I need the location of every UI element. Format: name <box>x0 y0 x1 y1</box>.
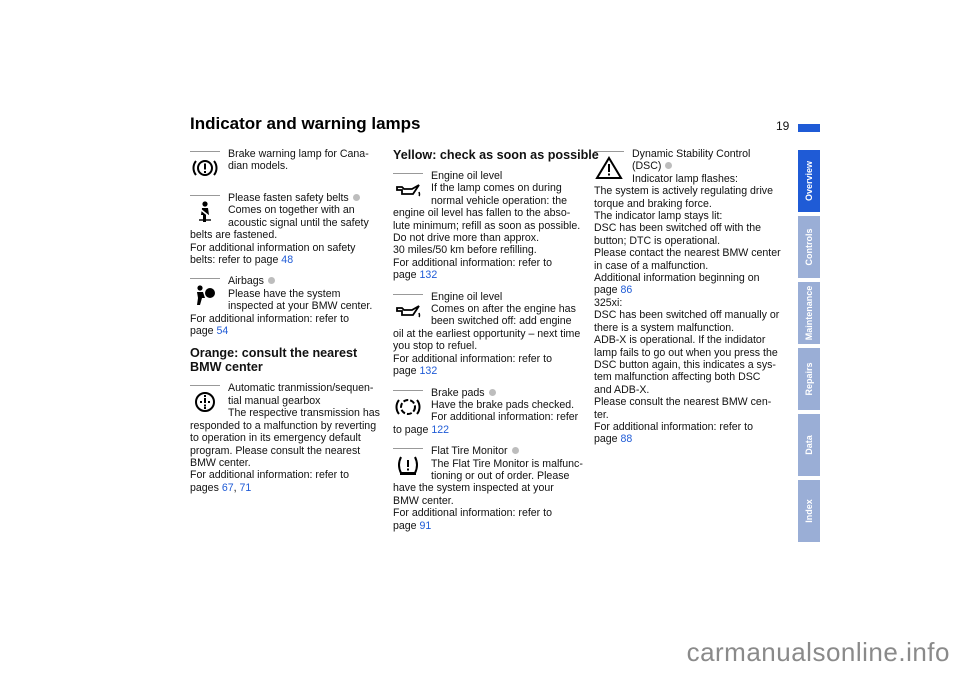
page-title: Indicator and warning lamps <box>190 114 421 133</box>
entry-brake-canada: Brake warning lamp for Cana- dian models. <box>190 148 382 183</box>
seatbelt-icon <box>190 195 220 226</box>
status-dot <box>268 277 275 284</box>
page-link-86[interactable]: 86 <box>620 284 633 297</box>
column-3 <box>594 148 786 455</box>
page-link-54[interactable]: 54 <box>216 325 229 338</box>
entry-oil-level-1: Engine oil level If the lamp comes on during normal vehicle operation: the engine oil level has fallen to the abso- lute minimum; refill as soon as possible. Do not drive more than approx. 30 miles/50 km before refilling. For additional information: refer to page 132 <box>393 170 581 282</box>
tab-data[interactable]: Data <box>798 414 820 476</box>
status-dot <box>489 389 496 396</box>
entry-dsc: Dynamic Stability Control (DSC) Indicator lamp flashes: The system is actively regulating drive torque and braking force. The indicator lamp stays lit: DSC has been switched off with the button; DTC is operational. Please contact the nearest BMW center in case of a malfunction. Additional information beginning on page 86 325xi: DSC has been switched off manually or there is a system malfunction. ADB-X is operational. If the indidator lamp fails to go out when you press the DSC button again, this indicates a sys- tem malfunction affecting both DSC and ADB-X. Please consult the nearest BMW cen- ter. For additional information: refer to page 88 <box>594 148 781 446</box>
page-link-132[interactable]: 132 <box>419 365 438 378</box>
section-heading-orange: Orange: consult the nearest BMW center <box>190 346 358 375</box>
page-link-67[interactable]: 67 <box>221 481 234 494</box>
entry-airbags: Airbags Please have the system inspected at your BMW center. For additional information: refer to page 54 <box>190 275 373 338</box>
page-marker-bar <box>798 124 820 132</box>
status-dot <box>353 194 360 201</box>
page-link-91[interactable]: 91 <box>419 519 432 532</box>
section-heading-yellow: Yellow: check as soon as possible <box>393 148 599 162</box>
page-link-88[interactable]: 88 <box>620 433 633 446</box>
entry-flat-tire: Flat Tire Monitor The Flat Tire Monitor is malfunc- tioning or out of order. Please have the system inspected at your BMW center. For additional information: refer to page 91 <box>393 445 583 532</box>
entry-transmission: Automatic tranmission/sequen- tial manual gearbox The respective transmission has responded to a malfunction by reverting to operation in its emergency default program. Please consult the nearest BMW center. For additional information: refer to pages 67, 71 <box>190 382 380 494</box>
page-number: 19 <box>776 119 790 133</box>
oil-can-icon <box>393 173 423 204</box>
page-link-122[interactable]: 122 <box>431 423 449 436</box>
tire-pressure-icon <box>393 448 423 479</box>
airbag-icon <box>190 278 220 309</box>
entry-brake-pads: Brake pads Have the brake pads checked. For additional information: refer to page 122 <box>393 386 579 436</box>
page-link-132[interactable]: 132 <box>419 269 438 282</box>
tab-index[interactable]: Index <box>798 480 820 542</box>
page-link-48[interactable]: 48 <box>281 254 294 267</box>
brake-pads-icon <box>393 390 423 421</box>
entry-seatbelt: Please fasten safety belts Comes on together with an acoustic signal until the safety belts are fastened. For additional information on safety belts: refer to page 48 <box>190 192 369 267</box>
status-dot <box>512 447 519 454</box>
tab-overview[interactable]: Overview <box>798 150 820 212</box>
tab-repairs[interactable]: Repairs <box>798 348 820 410</box>
page-link-71[interactable]: 71 <box>239 481 252 494</box>
section-tabs <box>798 150 820 546</box>
tab-maintenance[interactable]: Maintenance <box>798 282 820 344</box>
dsc-warning-triangle-icon <box>594 151 624 182</box>
status-dot <box>665 162 672 169</box>
brake-warning-icon <box>190 151 220 182</box>
column-1 <box>190 148 382 503</box>
tab-controls[interactable]: Controls <box>798 216 820 278</box>
transmission-warning-icon <box>190 385 220 416</box>
entry-oil-level-2: Engine oil level Comes on after the engine has been switched off: add engine oil at the earliest opportunity – next time you stop to refuel. For additional information: refer to page 132 <box>393 290 581 378</box>
oil-can-icon <box>393 294 423 325</box>
column-2 <box>393 148 599 541</box>
watermark: carmanualsonline.info <box>686 637 950 667</box>
